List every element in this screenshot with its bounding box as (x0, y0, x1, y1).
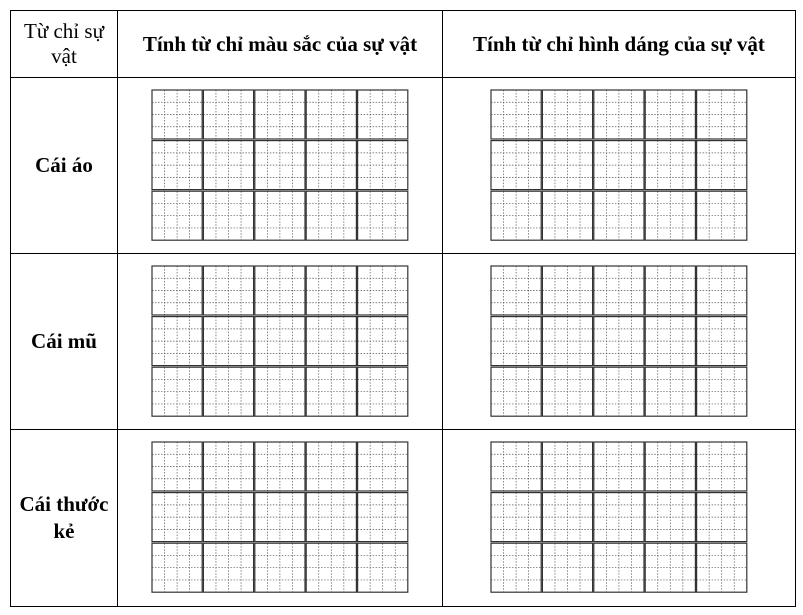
writing-grid[interactable] (151, 441, 409, 595)
object-label: Cái thước kẻ (19, 492, 109, 543)
color-answer-cell[interactable] (118, 430, 443, 607)
table-row (11, 78, 796, 254)
object-label: Cái mũ (31, 329, 97, 353)
writing-grid[interactable] (490, 441, 748, 595)
header-row (11, 11, 796, 78)
table-row (11, 430, 796, 607)
color-answer-cell[interactable] (118, 78, 443, 254)
writing-grid[interactable] (490, 265, 748, 419)
shape-answer-cell[interactable] (443, 254, 796, 430)
object-cell (11, 78, 118, 254)
shape-answer-cell[interactable] (443, 78, 796, 254)
header-object: Từ chỉ sự vật (24, 19, 104, 68)
table-row (11, 254, 796, 430)
worksheet-table (10, 10, 796, 607)
header-shape: Tính từ chỉ hình dáng của sự vật (473, 32, 765, 56)
header-color-cell (118, 11, 443, 78)
object-cell (11, 430, 118, 607)
shape-answer-cell[interactable] (443, 430, 796, 607)
object-cell (11, 254, 118, 430)
color-answer-cell[interactable] (118, 254, 443, 430)
writing-grid[interactable] (151, 89, 409, 243)
writing-grid[interactable] (490, 89, 748, 243)
worksheet (10, 10, 795, 607)
object-label: Cái áo (35, 153, 93, 177)
header-object-cell (11, 11, 118, 78)
header-shape-cell (443, 11, 796, 78)
writing-grid[interactable] (151, 265, 409, 419)
header-color: Tính từ chỉ màu sắc của sự vật (142, 32, 418, 56)
